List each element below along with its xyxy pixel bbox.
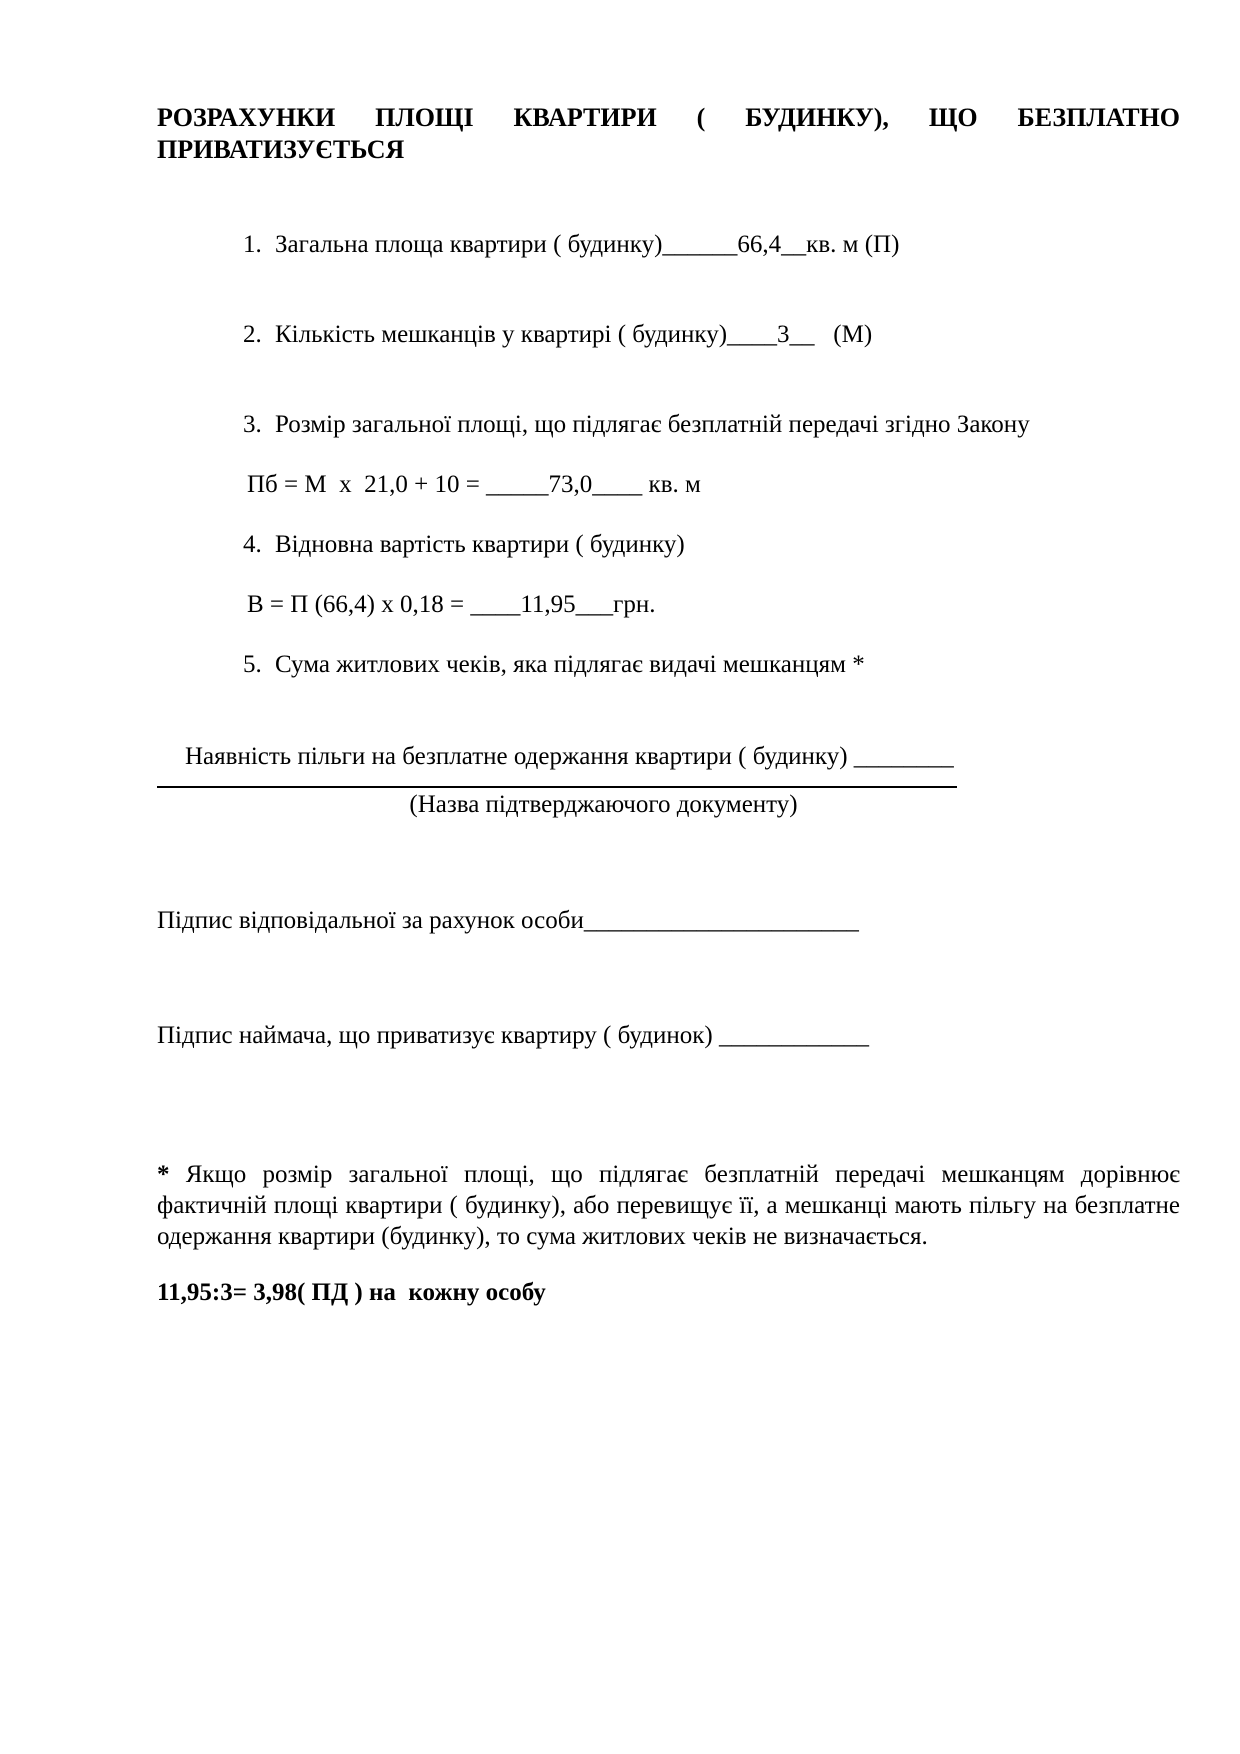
list-item-text: Кількість мешканців у квартирі ( будинку)____3__ (М)	[275, 321, 873, 348]
list-item-number: 1.	[243, 231, 262, 258]
footnote-line-3: одержання квартири (будинку), то сума житлових чеків не визначається.	[157, 1223, 928, 1250]
document-title	[157, 102, 1180, 166]
footnote-asterisk: *	[157, 1161, 170, 1188]
privilege-availability-line: Наявність пільги на безплатне одержання квартири ( будинку) ________	[185, 743, 954, 770]
calculation-list	[157, 200, 1180, 710]
list-item-number: 4.	[243, 531, 262, 558]
document-content	[157, 0, 1180, 1308]
footnote-line-2: фактичній площі квартири ( будинку), або перевищує її, а мешканці мають пільгу на безплатне	[157, 1192, 1180, 1219]
list-item-free-transfer-area	[157, 380, 1180, 470]
list-item-text: Загальна площа квартири ( будинку)______66,4__кв. м (П)	[275, 231, 900, 258]
signature-line-tenant: Підпис наймача, що приватизує квартиру ( будинок) ____________	[157, 1022, 869, 1049]
footnote-line-1	[157, 1159, 1180, 1190]
list-item-housing-checks-sum	[157, 620, 1180, 710]
list-item-text: Відновна вартість квартири ( будинку)	[275, 531, 685, 558]
list-item-total-area	[157, 200, 1180, 290]
signature-line-accountant: Підпис відповідальної за рахунок особи______________________	[157, 907, 859, 934]
formula-free-transfer-area: Пб = М х 21,0 + 10 = _____73,0____ кв. м	[247, 471, 701, 498]
document-title-line1: РОЗРАХУНКИ ПЛОЩІ КВАРТИРИ ( БУДИНКУ), ЩО БЕЗПЛАТНО	[157, 103, 1180, 132]
confirming-document-caption: (Назва підтверджаючого документу)	[409, 791, 798, 818]
list-item-text: Сума житлових чеків, яка підлягає видачі мешканцям *	[275, 651, 865, 678]
list-item-text: Розмір загальної площі, що підлягає безплатній передачі згідно Закону	[275, 411, 1030, 438]
list-item-residents-count	[157, 290, 1180, 380]
formula-restoration-value: В = П (66,4) х 0,18 = ____11,95___грн.	[247, 591, 656, 618]
footnote-line-1-text: Якщо розмір загальної площі, що підлягає безплатній передачі мешканцям дорівнює	[185, 1161, 1181, 1188]
list-item-number: 5.	[243, 651, 262, 678]
fill-in-rule	[157, 786, 957, 788]
footnote	[157, 1159, 1180, 1252]
list-item-restoration-value	[157, 500, 1180, 590]
per-person-calculation-line: 11,95:3= 3,98( ПД ) на кожну особу	[157, 1279, 546, 1306]
list-item-number: 3.	[243, 411, 262, 438]
list-item-number: 2.	[243, 321, 262, 348]
document-title-line2: ПРИВАТИЗУЄТЬСЯ	[157, 135, 405, 164]
